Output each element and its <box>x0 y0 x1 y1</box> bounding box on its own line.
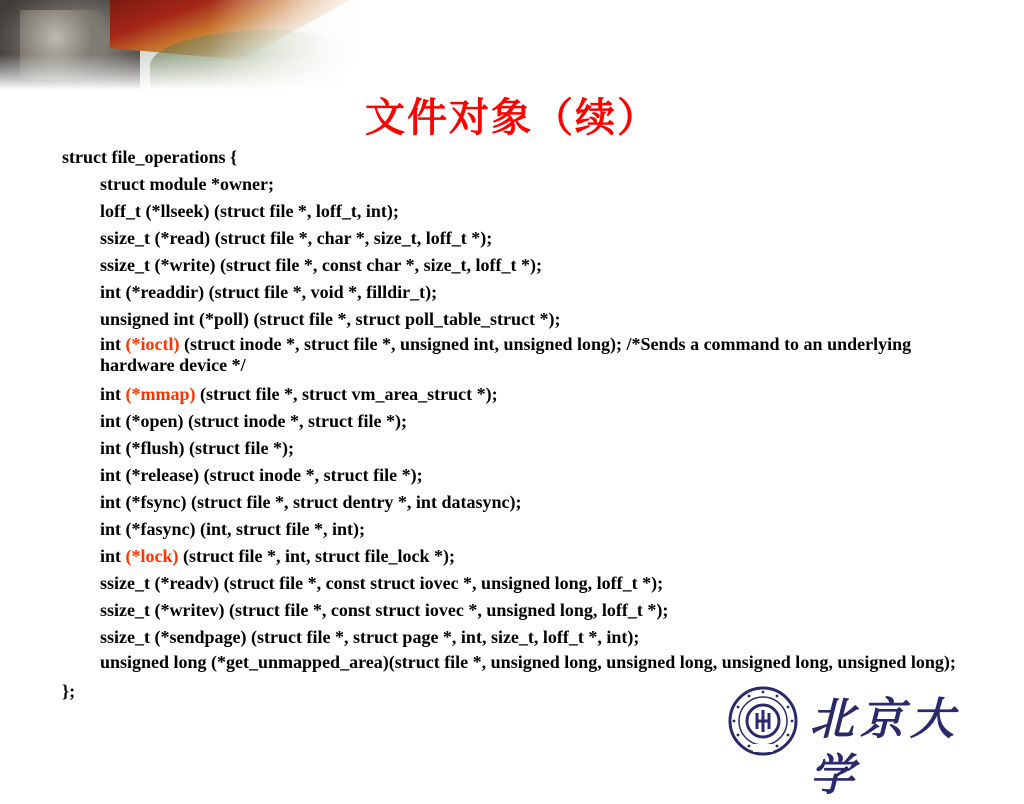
member-mmap-type: int <box>100 384 126 404</box>
member-get-unmapped-area: unsigned long (*get_unmapped_area)(struct file *, unsigned long, unsigned long, unsigned long, unsigned long); <box>100 652 956 672</box>
header-banner-image <box>0 0 380 90</box>
member-open: int (*open) (struct inode *, struct file *); <box>100 411 407 431</box>
member-release: int (*release) (struct inode *, struct file *); <box>100 465 423 485</box>
university-logo <box>728 686 998 801</box>
member-llseek: loff_t (*llseek) (struct file *, loff_t, int); <box>100 201 399 221</box>
member-readdir: int (*readdir) (struct file *, void *, filldir_t); <box>100 282 438 302</box>
member-lock-name: (*lock) <box>125 546 179 566</box>
university-wordmark: 北京大学 <box>810 694 960 801</box>
member-fsync: int (*fsync) (struct file *, struct dentry *, int datasync); <box>100 492 522 512</box>
member-flush: int (*flush) (struct file *); <box>100 438 294 458</box>
member-ioctl-signature: (struct inode *, struct file *, unsigned int, unsigned long); /*Sends a command to an underlying hardware device */ <box>100 334 912 375</box>
member-ioctl-type: int <box>100 334 126 354</box>
member-readv: ssize_t (*readv) (struct file *, const struct iovec *, unsigned long, loff_t *); <box>100 573 664 593</box>
struct-close-line: }; <box>62 681 76 701</box>
struct-open-line: struct file_operations { <box>62 147 238 167</box>
member-read: ssize_t (*read) (struct file *, char *, size_t, loff_t *); <box>100 228 493 248</box>
member-ioctl-name: (*ioctl) <box>125 334 180 354</box>
member-lock-signature: (struct file *, int, struct file_lock *); <box>178 546 455 566</box>
member-fasync: int (*fasync) (int, struct file *, int); <box>100 519 365 539</box>
member-lock <box>62 544 962 568</box>
member-sendpage: ssize_t (*sendpage) (struct file *, struct page *, int, size_t, loff_t *, int); <box>100 627 640 647</box>
slide-title: 文件对象（续） <box>365 95 659 141</box>
code-block <box>62 145 962 706</box>
member-write: ssize_t (*write) (struct file *, const char *, size_t, loff_t *); <box>100 255 543 275</box>
member-poll: unsigned int (*poll) (struct file *, struct poll_table_struct *); <box>100 309 561 329</box>
member-ioctl <box>62 334 962 376</box>
member-mmap-signature: (struct file *, struct vm_area_struct *); <box>195 384 498 404</box>
member-mmap <box>62 382 962 406</box>
member-lock-type: int <box>100 546 126 566</box>
member-mmap-name: (*mmap) <box>125 384 196 404</box>
member-writev: ssize_t (*writev) (struct file *, const struct iovec *, unsigned long, loff_t *); <box>100 600 669 620</box>
university-seal-icon <box>728 686 798 756</box>
member-owner: struct module *owner; <box>100 174 274 194</box>
